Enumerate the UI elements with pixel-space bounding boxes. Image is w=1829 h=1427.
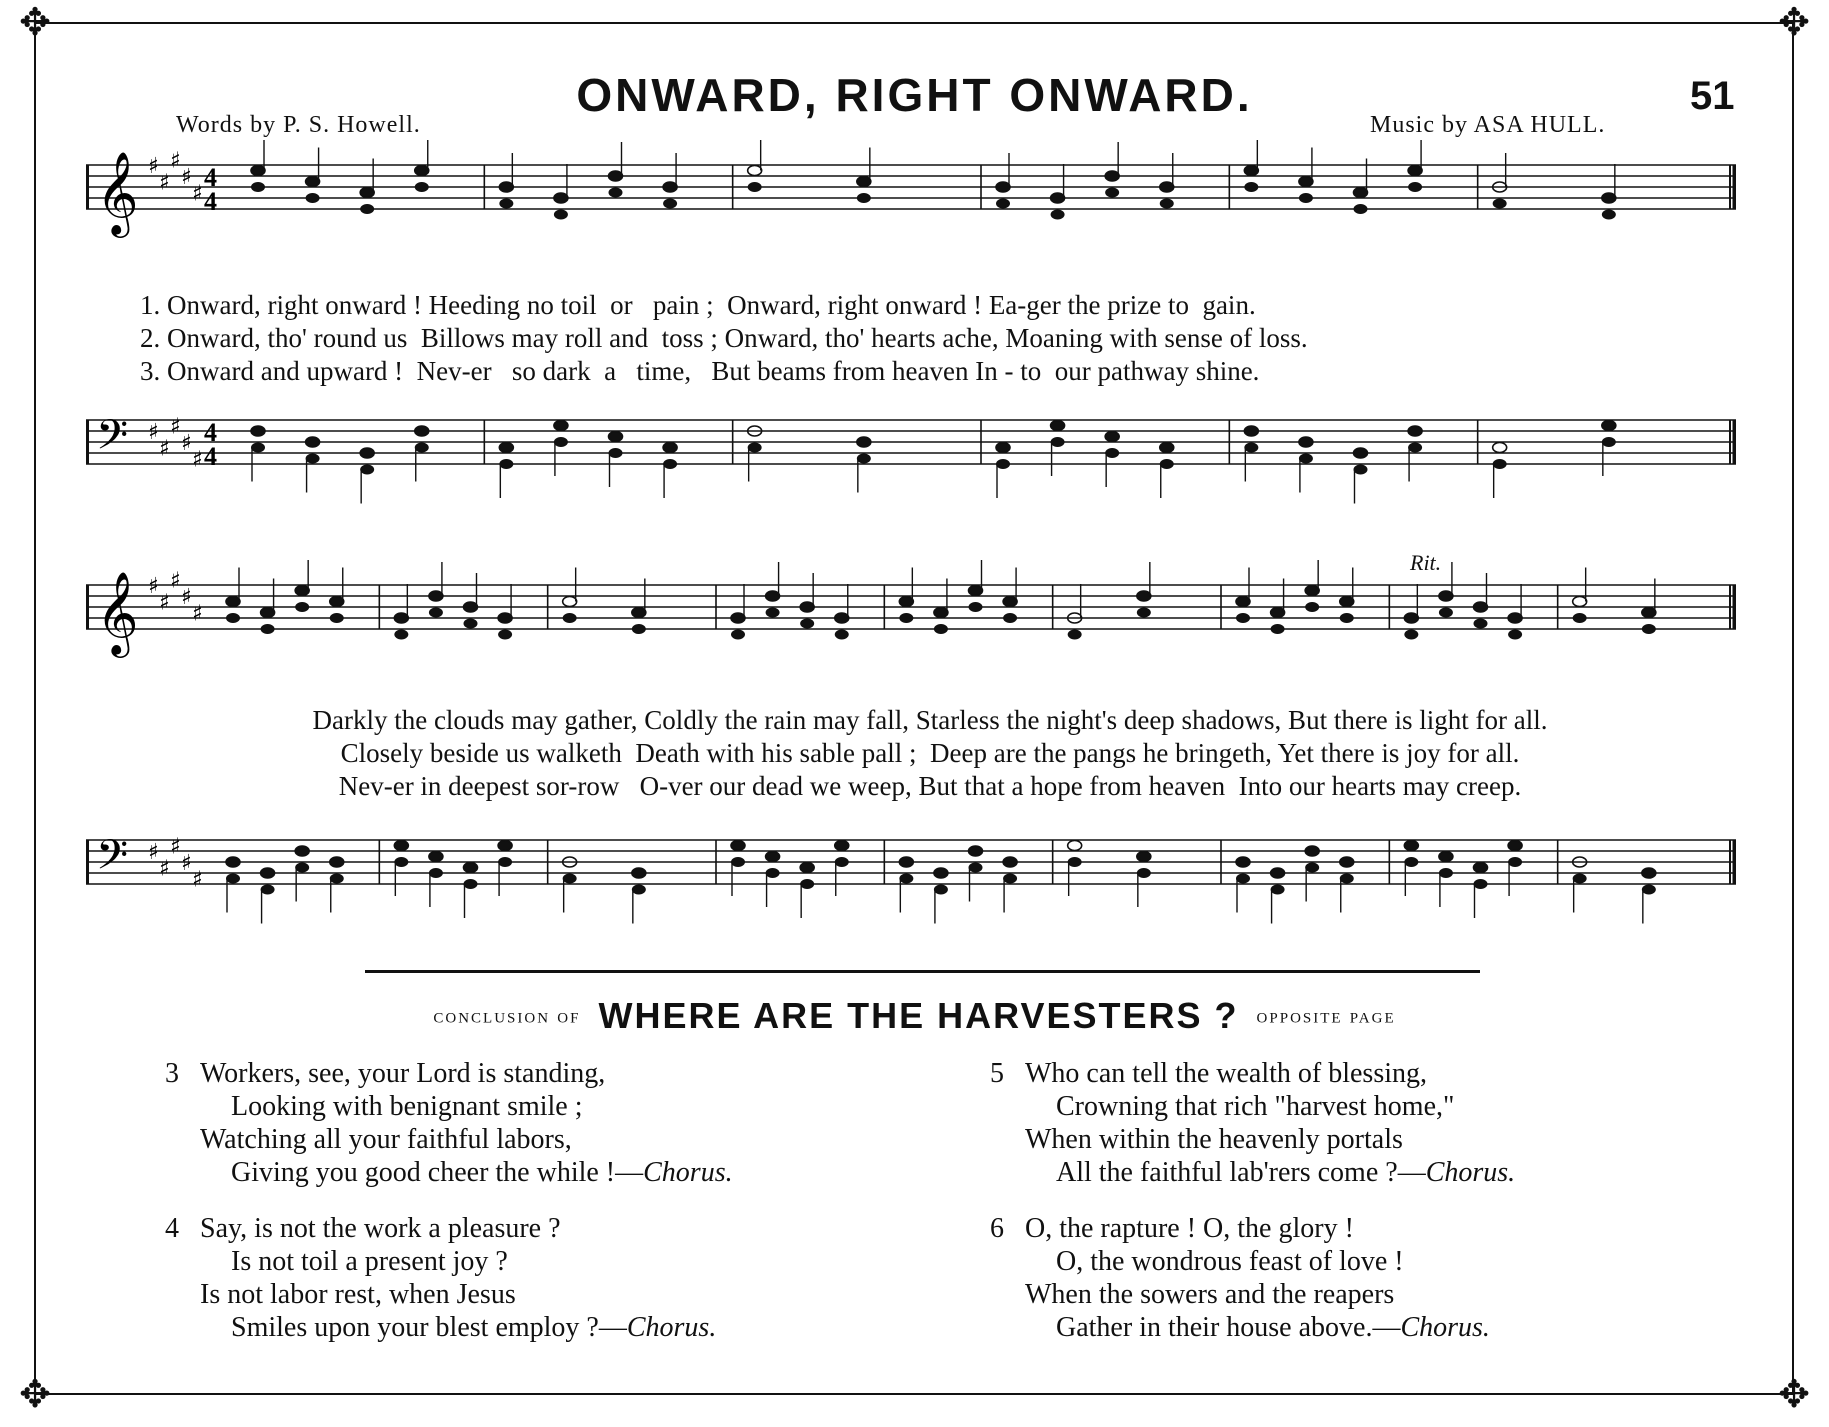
note-head [1642,624,1656,634]
note-head [554,193,568,203]
note-head [1573,597,1587,607]
note-head [498,857,512,867]
note-head [1244,166,1258,176]
note-head [1404,841,1418,851]
note-head [415,443,429,453]
note-head [996,182,1010,192]
note-head [800,863,814,873]
note-head [1299,437,1313,447]
note-head [1404,857,1418,867]
note-head [360,204,374,214]
bass-staff-system-1 [86,395,1736,525]
note-head [394,841,408,851]
note-head [394,857,408,867]
note-head [1508,613,1522,623]
treble-staff-system-1 [86,140,1736,270]
note-head [609,188,623,198]
note-head [996,199,1010,209]
note-head [498,613,512,623]
note-head [1051,193,1065,203]
note-head [934,624,948,634]
note-head [1508,857,1522,867]
corner-ornament-icon: ✥ [19,2,51,44]
note-head [632,885,646,895]
note-head [857,193,871,203]
note-head [1573,613,1587,623]
note-head [1354,448,1368,458]
note-head [1105,448,1119,458]
note-head [766,608,780,618]
note-head [251,182,265,192]
note-head [1305,846,1319,856]
note-head [1602,210,1616,220]
verse-6 [990,1212,1490,1344]
note-head [1340,613,1354,623]
note-head [306,437,320,447]
note-head [415,182,429,192]
time-signature-bottom: 4 [204,442,217,471]
verse-line: Who can tell the wealth of blessing, [1025,1058,1427,1089]
verse-number: 3 [165,1058,179,1089]
note-head [1236,597,1250,607]
sharp-icon: ♯ [148,154,159,179]
note-head [1244,182,1258,192]
note-head [1105,171,1119,181]
verse-line: Crowning that rich "harvest home," [1056,1091,1455,1122]
verse-line: Watching all your faithful labors, [200,1124,572,1155]
note-head [1137,608,1151,618]
note-head [1299,454,1313,464]
note-head [1573,874,1587,884]
corner-ornament-icon: ✥ [1778,1374,1810,1416]
note-head [261,868,275,878]
note-head [429,608,443,618]
note-head [498,630,512,640]
note-head [731,841,745,851]
note-head [330,613,344,623]
conclusion-suffix: opposite page [1256,1003,1396,1028]
note-head [1408,182,1422,192]
note-head [1003,874,1017,884]
note-head [330,874,344,884]
note-head [295,846,309,856]
note-head [330,597,344,607]
note-head [609,171,623,181]
note-head [1305,586,1319,596]
music-credit: Music by ASA HULL. [1370,112,1606,138]
note-head [1474,602,1488,612]
note-head [1408,443,1422,453]
note-head [663,199,677,209]
verse-line: Looking with benignant smile ; [231,1091,583,1122]
note-head [1354,188,1368,198]
time-signature-top: 4 [204,418,217,447]
verse-line: O, the wondrous feast of love ! [1056,1246,1404,1277]
note-head [1299,177,1313,187]
note-head [261,608,275,618]
ritardando-marking: Rit. [1410,550,1442,575]
verse-line-last [165,1156,733,1189]
verse-line: Gather in their house above.— [1056,1312,1401,1343]
verse-line: Say, is not the work a pleasure ? [200,1213,561,1244]
note-head [835,841,849,851]
note-head [1003,597,1017,607]
note-head [1493,443,1507,453]
note-head [1068,630,1082,640]
sharp-icon: ♯ [181,585,192,610]
treble-staff-system-2 [86,560,1736,700]
verse-line: Smiles upon your blest employ ?— [231,1312,627,1343]
note-head [934,868,948,878]
note-head [731,630,745,640]
note-head [499,182,513,192]
note-head [429,591,443,601]
note-head [1305,602,1319,612]
note-head [632,624,646,634]
sharp-icon: ♯ [148,420,159,445]
note-head [663,182,677,192]
note-head [251,166,265,176]
chorus-label: Chorus. [626,1312,717,1343]
note-head [499,443,513,453]
section-divider [365,970,1480,973]
note-head [1271,624,1285,634]
note-head [800,879,814,889]
note-head [429,868,443,878]
note-head [1493,459,1507,469]
note-head [226,857,240,867]
bass-clef-icon: 𝄢 [96,831,129,889]
verse-line: Workers, see, your Lord is standing, [200,1058,606,1089]
note-head [1340,874,1354,884]
note-head [330,857,344,867]
note-head [1236,857,1250,867]
note-head [1068,857,1082,867]
note-head [464,619,478,629]
note-head [429,852,443,862]
note-head [609,432,623,442]
note-head [1493,199,1507,209]
note-head [1642,868,1656,878]
sharp-icon: ♯ [192,601,203,627]
note-head [226,613,240,623]
note-head [899,613,913,623]
note-head [306,454,320,464]
note-head [766,591,780,601]
sharp-icon: ♯ [181,851,192,876]
verse-3 [165,1057,733,1189]
note-head [1003,613,1017,623]
note-head [857,437,871,447]
note-head [1271,608,1285,618]
note-head [464,863,478,873]
note-head [554,421,568,431]
note-head [1068,841,1082,851]
verse-line: Is not labor rest, when Jesus [200,1279,516,1310]
note-head [1340,597,1354,607]
note-head [1602,421,1616,431]
note-head [1271,868,1285,878]
lyric-line: 1. Onward, right onward ! Heeding no toil or pain ; Onward, right onward ! Ea-ger the prize to gain. [140,290,1256,320]
note-head [1299,193,1313,203]
note-head [1271,885,1285,895]
note-head [609,448,623,458]
note-head [226,597,240,607]
conclusion-title: WHERE ARE THE HARVESTERS ? [598,995,1239,1036]
note-head [251,426,265,436]
note-head [857,177,871,187]
note-head [766,852,780,862]
note-head [899,597,913,607]
note-head [1244,426,1258,436]
note-head [1642,885,1656,895]
note-head [563,597,577,607]
note-head [1137,868,1151,878]
verse-number: 6 [990,1213,1004,1244]
verse-line: When within the heavenly portals [1025,1124,1403,1155]
note-head [1354,204,1368,214]
verse-line: O, the rapture ! O, the glory ! [1025,1213,1354,1244]
note-head [800,602,814,612]
verse-5 [990,1057,1515,1189]
note-head [1439,852,1453,862]
note-head [835,630,849,640]
chorus-label: Chorus. [1400,1312,1490,1343]
time-signature-bottom: 4 [204,187,217,216]
sharp-icon: ♯ [159,436,170,462]
note-head [1160,182,1174,192]
note-head [969,586,983,596]
verse-line-last [990,1311,1490,1344]
note-head [415,426,429,436]
note-head [464,602,478,612]
conclusion-heading [0,995,1829,1037]
sharp-icon: ♯ [170,568,181,594]
note-head [1439,868,1453,878]
note-head [748,166,762,176]
note-head [464,879,478,889]
note-head [748,443,762,453]
note-head [1236,613,1250,623]
note-head [969,846,983,856]
note-head [554,437,568,447]
sharp-icon: ♯ [148,574,159,599]
note-head [748,182,762,192]
chorus-label: Chorus. [1425,1157,1516,1188]
note-head [1354,465,1368,475]
note-head [1408,426,1422,436]
note-head [1051,210,1065,220]
note-head [835,857,849,867]
note-head [1439,591,1453,601]
note-head [969,602,983,612]
page-number: 51 [1690,74,1735,118]
note-head [360,188,374,198]
note-head [934,885,948,895]
verse-line: When the sowers and the reapers [1025,1279,1395,1310]
note-head [306,193,320,203]
sharp-icon: ♯ [192,867,203,893]
note-head [1602,437,1616,447]
sharp-icon: ♯ [181,431,192,456]
verse-line-last [990,1156,1515,1189]
note-head [1137,852,1151,862]
sharp-icon: ♯ [192,181,203,207]
note-head [295,602,309,612]
note-head [1051,437,1065,447]
lyric-line: Nev-er in deepest sor-row O-ver our dead we weep, But that a hope from heaven Into our hearts may creep. [338,771,1522,801]
sharp-icon: ♯ [192,447,203,473]
note-head [1642,608,1656,618]
note-head [632,608,646,618]
treble-clef-icon: 𝄞 [96,150,139,234]
note-head [996,459,1010,469]
bass-staff-system-2 [86,815,1736,945]
lyric-line: Darkly the clouds may gather, Coldly the rain may fall, Starless the night's deep shadows, But there is light for all. [312,705,1548,735]
note-head [360,465,374,475]
note-head [394,630,408,640]
note-head [1508,630,1522,640]
note-head [1160,459,1174,469]
note-head [226,874,240,884]
note-head [1408,166,1422,176]
verse-line-last [165,1311,716,1344]
lyric-line: 2. Onward, tho' round us Billows may roll and toss ; Onward, tho' hearts ache, Moaning with sense of loss. [140,323,1308,353]
note-head [731,857,745,867]
note-head [934,608,948,618]
note-head [800,619,814,629]
note-head [499,199,513,209]
note-head [261,624,275,634]
note-head [1105,432,1119,442]
note-head [295,863,309,873]
note-head [1474,619,1488,629]
note-head [1340,857,1354,867]
note-head [1105,188,1119,198]
note-head [498,841,512,851]
sharp-icon: ♯ [159,590,170,616]
note-head [663,443,677,453]
note-head [261,885,275,895]
chorus-label: Chorus. [643,1157,733,1188]
note-head [1137,591,1151,601]
note-head [563,613,577,623]
note-head [1439,608,1453,618]
treble-clef-icon: 𝄞 [96,570,139,654]
words-credit: Words by P. S. Howell. [176,112,421,138]
note-head [1404,613,1418,623]
note-head [563,874,577,884]
note-head [306,177,320,187]
note-head [1474,879,1488,889]
verse-line: Is not toil a present joy ? [231,1246,508,1277]
note-head [1508,841,1522,851]
sharp-icon: ♯ [170,834,181,860]
note-head [499,459,513,469]
sharp-icon: ♯ [181,165,192,190]
note-head [1160,199,1174,209]
note-head [1244,443,1258,453]
note-head [251,443,265,453]
note-head [360,448,374,458]
verse-number: 4 [165,1213,179,1244]
note-head [1305,863,1319,873]
lyric-line: Closely beside us walketh Death with his sable pall ; Deep are the pangs he bringeth, Yet there is joy for all. [340,738,1520,768]
time-signature-top: 4 [204,163,217,192]
sharp-icon: ♯ [148,840,159,865]
note-head [1160,443,1174,453]
verse-line: Giving you good cheer the while !— [231,1157,644,1188]
hymn-title: ONWARD, RIGHT ONWARD. [576,69,1253,121]
note-head [632,868,646,878]
verse-number: 5 [990,1058,1004,1089]
note-head [1051,421,1065,431]
note-head [415,166,429,176]
bass-clef-icon: 𝄢 [96,411,129,469]
note-head [835,613,849,623]
note-head [295,586,309,596]
conclusion-prefix: conclusion of [433,1003,581,1028]
note-head [663,459,677,469]
verse-4 [165,1212,716,1344]
note-head [1236,874,1250,884]
note-head [554,210,568,220]
sharp-icon: ♯ [159,170,170,196]
corner-ornament-icon: ✥ [19,1374,51,1416]
verse-line: All the faithful lab'rers come ?— [1056,1157,1426,1188]
sharp-icon: ♯ [170,414,181,440]
lyric-line: 3. Onward and upward ! Nev-er so dark a time, But beams from heaven In - to our pathway shine. [140,356,1260,386]
note-head [857,454,871,464]
note-head [969,863,983,873]
note-head [1602,193,1616,203]
note-head [394,613,408,623]
corner-ornament-icon: ✥ [1778,2,1810,44]
note-head [899,857,913,867]
sharp-icon: ♯ [159,856,170,882]
note-head [766,868,780,878]
note-head [1474,863,1488,873]
note-head [899,874,913,884]
note-head [1404,630,1418,640]
note-head [1003,857,1017,867]
note-head [731,613,745,623]
note-head [996,443,1010,453]
sharp-icon: ♯ [170,148,181,174]
